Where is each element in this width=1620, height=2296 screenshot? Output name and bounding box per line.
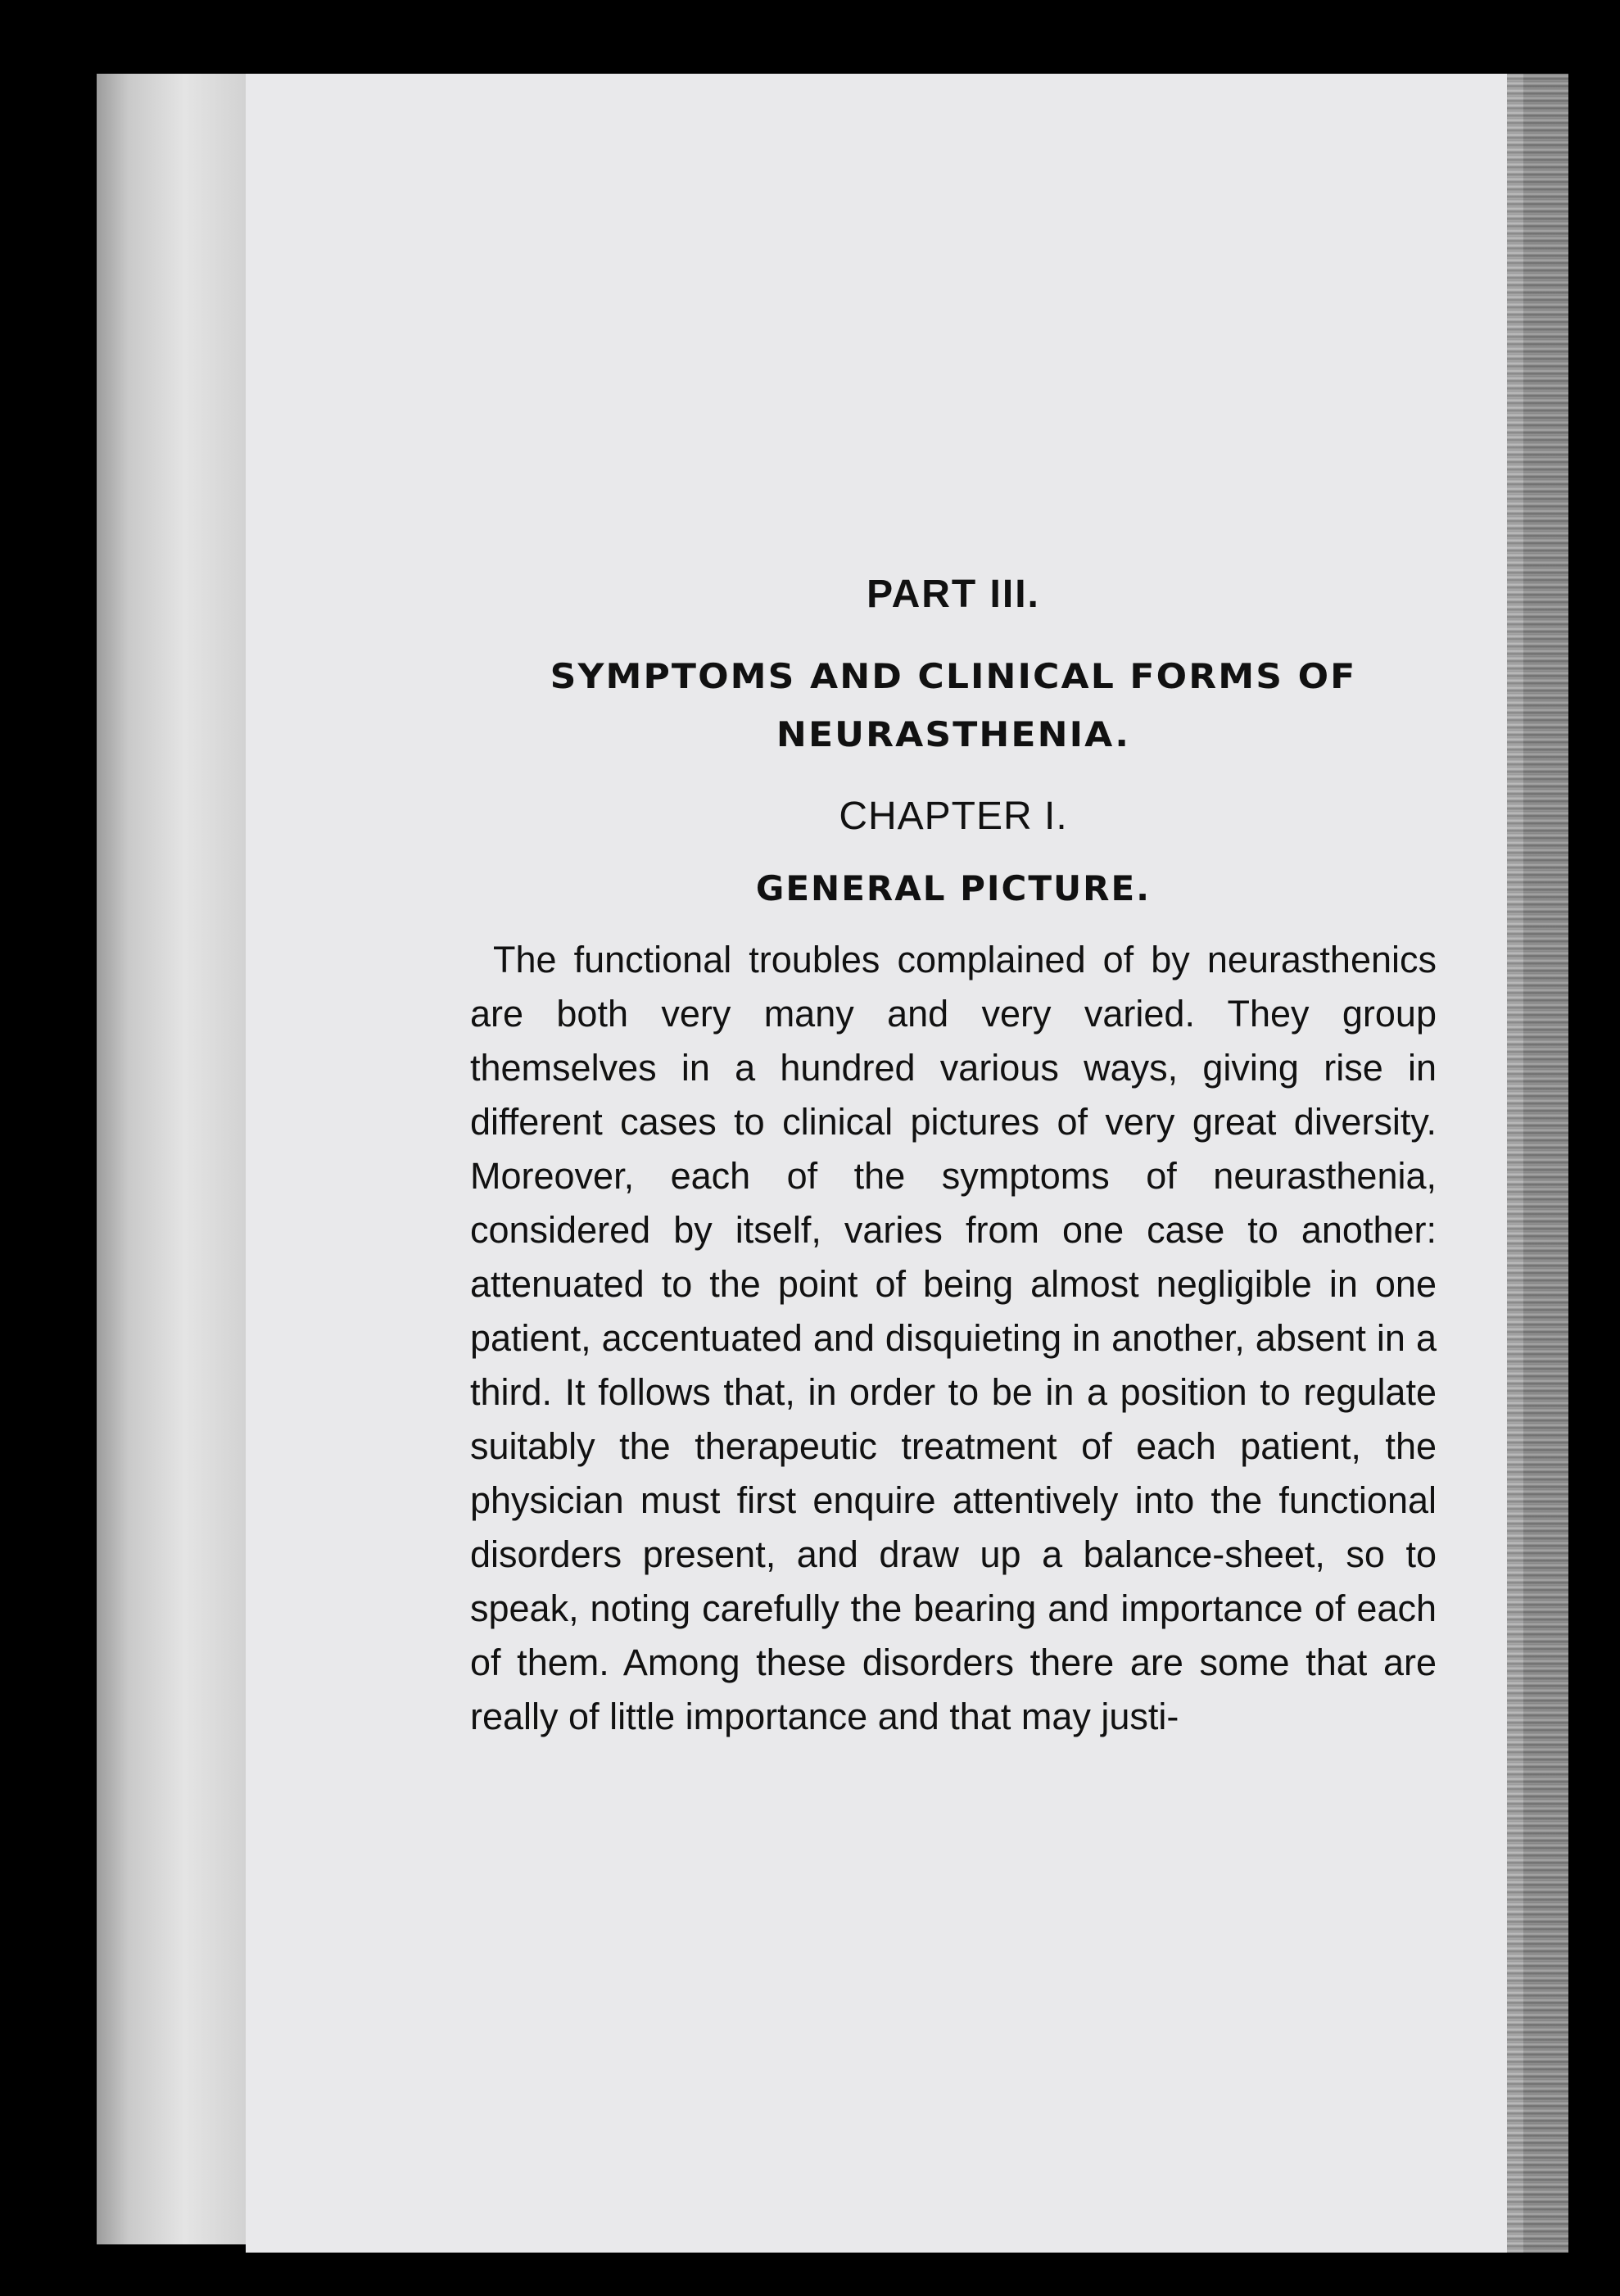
part-heading: PART III.: [867, 573, 1040, 616]
section-heading: GENERAL PICTURE.: [755, 868, 1152, 908]
page-content: [470, 557, 1437, 1744]
page-right-edge: [1507, 74, 1568, 2253]
body-paragraph: The functional troubles complained of by neurasthenics are both very many and very varied. They group themselves in a hundred various ways, giving rise in different cases to clinical pictures of very great diversity. Moreover, each of the symptoms of neurasthenia, considered by itself, varies from one case to another: attenuated to the point of being almost negligible in one patient, accentuated and disquieting in another, absent in a third. It follows that, in order to be in a position to regulate suitably the therapeutic treatment of each patient, the physician must first enquire attentively into the functional disorders present, and draw up a balance-sheet, so to speak, noting carefully the bearing and importance of each of them. Among these disorders there are some that are really of little importance and that may justi-: [470, 939, 1437, 1737]
part-title-line-1: SYMPTOMS AND CLINICAL FORMS OF: [550, 656, 1357, 696]
chapter-heading: CHAPTER I.: [839, 795, 1068, 838]
part-title-line-2: NEURASTHENIA.: [776, 714, 1131, 754]
